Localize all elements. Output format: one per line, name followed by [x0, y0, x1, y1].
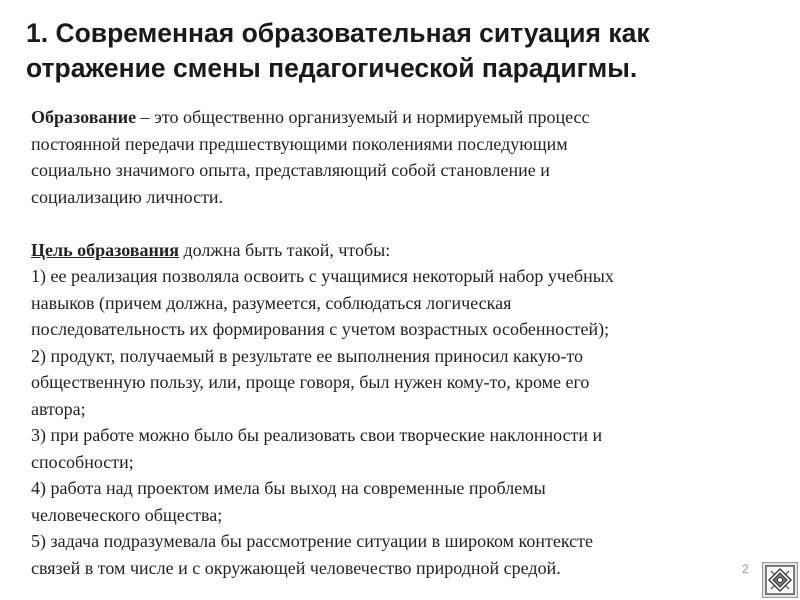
- definition-first-line: [31, 104, 771, 131]
- goal-line: 1) ее реализация позволяла освоить с учащимися некоторый набор учебных: [31, 266, 614, 286]
- page-number: 2: [742, 562, 749, 576]
- goal-term: Цель образования: [31, 239, 179, 260]
- goal-line: человеческого общества;: [31, 504, 223, 525]
- definition-line: социально значимого опыта, представляющий собой становление и: [31, 160, 550, 180]
- ornament-icon: [762, 562, 798, 598]
- definition-line: социализацию личности.: [31, 186, 224, 207]
- goal-line: последовательность их формирования с учетом возрастных особенностей);: [31, 319, 610, 339]
- definition-line: постоянной передачи предшествующими поколениями последующим: [31, 133, 568, 154]
- title-line: отражение смены педагогической парадигмы.: [26, 53, 638, 83]
- goal-line: 3) при работе можно было бы реализовать свои творческие наклонности и: [31, 425, 603, 445]
- slide-body: [31, 104, 771, 581]
- goal-line: 5) задача подразумевала бы рассмотрение ситуации в широком контексте: [31, 531, 594, 551]
- goal-intro: должна быть такой, чтобы:: [179, 239, 391, 260]
- goal-line: навыков (причем должна, разумеется, соблюдаться логическая: [31, 292, 512, 313]
- definition-text: – это общественно организуемый и нормируемый процесс: [136, 107, 590, 127]
- paragraph-gap: [31, 210, 771, 237]
- goal-line: связей в том числе и с окружающей человечество природной средой.: [31, 557, 561, 578]
- goal-line: 2) продукт, получаемый в результате ее выполнения приносил какую-то: [31, 345, 584, 366]
- goal-line: способности;: [31, 451, 134, 472]
- goal-heading-line: [31, 237, 771, 264]
- title-line: 1. Современная образовательная ситуация как: [26, 18, 650, 48]
- goal-line: автора;: [31, 398, 86, 419]
- goal-line: общественную пользу, или, проще говоря, был нужен кому-то, кроме его: [31, 372, 590, 392]
- definition-term: Образование: [31, 107, 137, 127]
- goal-line: 4) работа над проектом имела бы выход на современные проблемы: [31, 478, 546, 498]
- slide-title: [26, 16, 766, 86]
